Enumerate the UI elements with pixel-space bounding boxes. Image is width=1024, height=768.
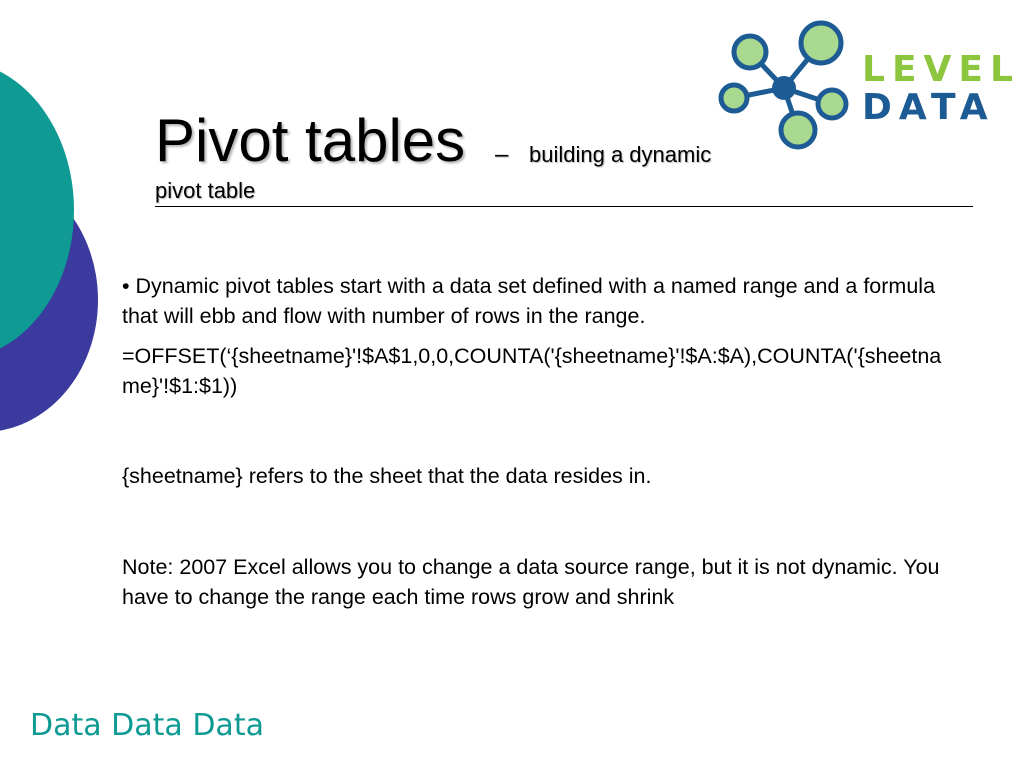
logo-text-level: LEVEL bbox=[862, 49, 1020, 90]
body-note: Note: 2007 Excel allows you to change a data source range, but it is not dynamic. You have to change the range each time rows grow and shrink bbox=[122, 555, 940, 609]
body-sheetname-note: {sheetname} refers to the sheet that the data resides in. bbox=[122, 464, 652, 488]
body-bullet: • Dynamic pivot tables start with a data set defined with a named range and a formula that will ebb and flow with number of rows in the range. bbox=[122, 274, 936, 328]
network-nodes-icon bbox=[716, 18, 866, 158]
title-main: Pivot tables bbox=[155, 107, 466, 174]
body-formula: =OFFSET(‘{sheetname}'!$A$1,0,0,COUNTA('{sheetname}'!$A:$A),COUNTA('{sheetname}'!$1:$1)) bbox=[122, 344, 942, 398]
logo-text-data: DATA bbox=[862, 87, 995, 128]
title-dash: – bbox=[495, 141, 509, 168]
level-data-logo bbox=[716, 18, 1020, 158]
title-subtitle-line2: pivot table bbox=[155, 178, 256, 203]
title-subtitle-line1: building a dynamic bbox=[529, 142, 712, 167]
slide-body bbox=[122, 271, 942, 612]
slide-footer: Data Data Data bbox=[30, 708, 264, 743]
